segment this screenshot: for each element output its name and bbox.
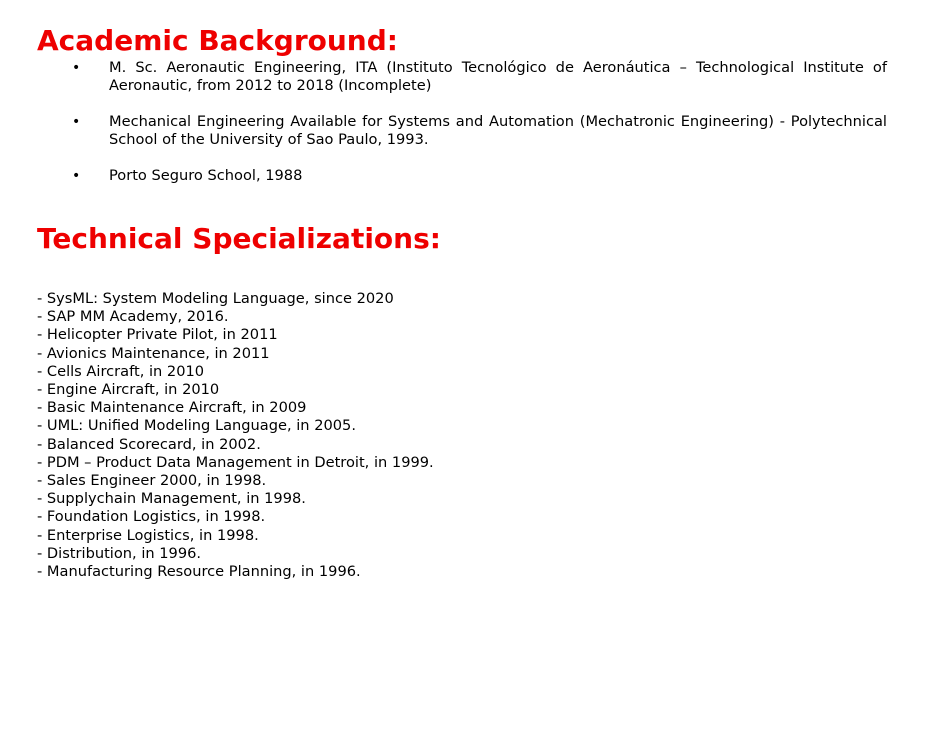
- bullet-icon: •: [72, 60, 81, 76]
- specialization-item: - UML: Unified Modeling Language, in 2005.: [37, 417, 356, 435]
- education-item-school: [0, 167, 887, 185]
- education-item-text: Mechanical Engineering Available for Systems and Automation (Mechatronic Engineering) - Polytechnical School of the University of Sao Paulo, 1993.: [109, 113, 887, 148]
- specialization-item: - Helicopter Private Pilot, in 2011: [37, 326, 278, 344]
- specialization-item: - Manufacturing Resource Planning, in 1996.: [37, 563, 361, 581]
- specialization-item: - PDM – Product Data Management in Detroit, in 1999.: [37, 453, 434, 471]
- education-item-text: Porto Seguro School, 1988: [109, 167, 303, 184]
- academic-background-list: [0, 59, 948, 203]
- education-item-text: M. Sc. Aeronautic Engineering, ITA (Instituto Tecnológico de Aeronáutica – Technological Institute of Aeronautic, from 2012 to 2018 (Incomplete): [109, 59, 887, 94]
- specialization-item: - Avionics Maintenance, in 2011: [37, 344, 270, 362]
- education-item-mechanical-engineering: [0, 113, 887, 149]
- specialization-item: - Basic Maintenance Aircraft, in 2009: [37, 399, 307, 417]
- specialization-item: - SysML: System Modeling Language, since 2020: [37, 290, 394, 307]
- specialization-item: - Balanced Scorecard, in 2002.: [37, 435, 261, 453]
- specialization-item: - SAP MM Academy, 2016.: [37, 308, 229, 326]
- specialization-item: - Distribution, in 1996.: [37, 544, 202, 562]
- education-item-msc: [0, 59, 887, 95]
- bullet-icon: •: [72, 168, 81, 184]
- specialization-item: - Engine Aircraft, in 2010: [37, 381, 220, 399]
- bullet-icon: •: [72, 114, 81, 130]
- specialization-item: - Supplychain Management, in 1998.: [37, 490, 306, 508]
- specialization-item: - Sales Engineer 2000, in 1998.: [37, 472, 267, 490]
- technical-specializations-heading: Technical Specializations:: [37, 222, 441, 255]
- technical-specializations-list: [37, 290, 434, 581]
- academic-background-heading: Academic Background:: [37, 24, 398, 57]
- specialization-item: - Enterprise Logistics, in 1998.: [37, 526, 259, 544]
- specialization-item: - Cells Aircraft, in 2010: [37, 362, 205, 380]
- specialization-item: - Foundation Logistics, in 1998.: [37, 508, 266, 526]
